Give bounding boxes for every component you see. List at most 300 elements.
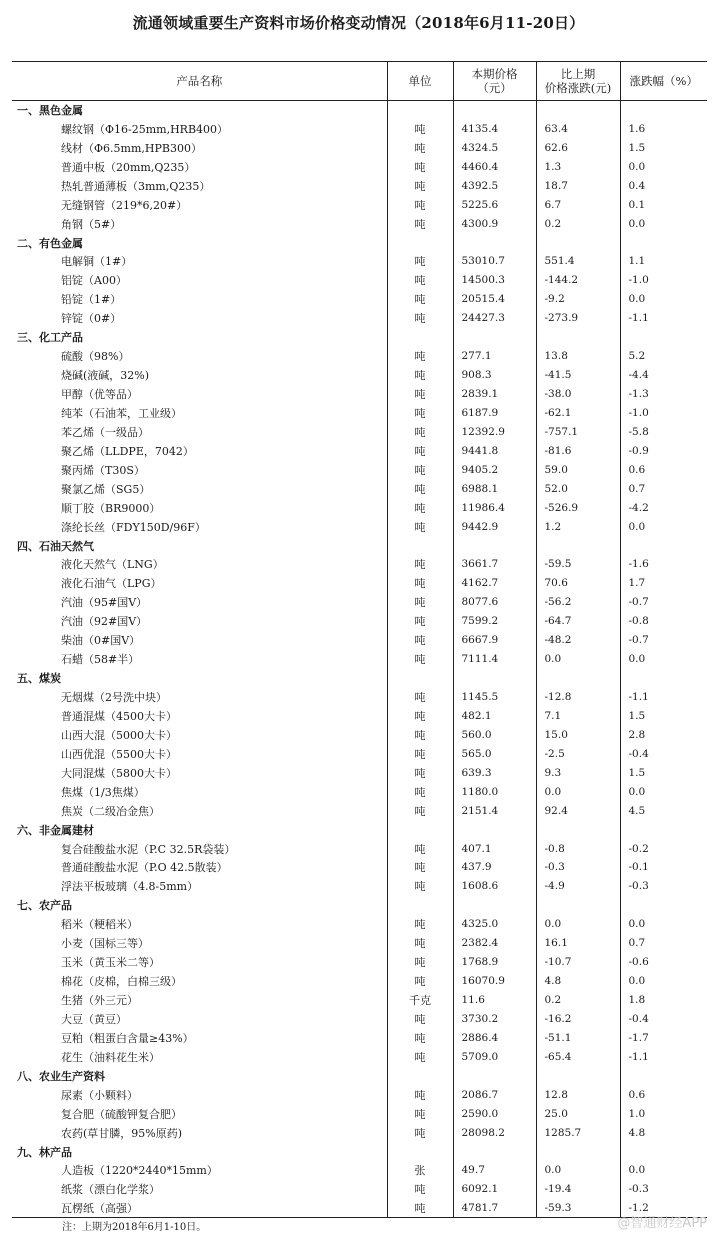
price-cell: 639.3 [453,763,536,782]
header-current-price [453,62,536,101]
product-name-cell: 角钢（5#） [61,217,122,231]
table-row [12,801,707,820]
change-cell: -4.9 [536,877,620,896]
category-cell-empty [387,1066,453,1085]
unit-cell: 吨 [387,593,453,612]
price-cell: 437.9 [453,858,536,877]
table-row [12,157,707,176]
change-cell: 25.0 [536,1104,620,1123]
category-cell-empty [453,669,536,688]
product-name-cell: 无烟煤（2号洗中块） [61,691,167,705]
change-cell: 1.2 [536,517,620,536]
unit-cell: 吨 [387,612,453,631]
price-cell: 4324.5 [453,138,536,157]
table-row [12,991,707,1010]
change-cell: -0.8 [536,839,620,858]
unit-cell: 吨 [387,839,453,858]
price-cell: 2382.4 [453,934,536,953]
product-name-cell: 复合硅酸盐水泥（P.C 32.5R袋装） [61,842,236,856]
unit-cell: 吨 [387,460,453,479]
product-name-cell: 小麦（国标三等） [61,937,149,951]
price-cell: 3661.7 [453,555,536,574]
price-cell: 12392.9 [453,422,536,441]
unit-cell: 吨 [387,744,453,763]
header-price-change-line2: 价格涨跌(元) [544,81,612,95]
change-cell: 0.2 [536,991,620,1010]
unit-cell: 吨 [387,441,453,460]
percent-cell: 2.8 [620,725,707,744]
product-name-cell: 焦煤（1/3焦煤） [61,785,145,799]
change-cell: -48.2 [536,631,620,650]
price-cell: 4135.4 [453,119,536,138]
product-name-cell: 焦炭（二级冶金焦） [61,804,160,818]
change-cell: 12.8 [536,1085,620,1104]
category-row [12,669,707,688]
product-name-cell: 甲醇（优等品） [61,388,138,402]
table-row [12,688,707,707]
table-row [12,972,707,991]
unit-cell: 吨 [387,214,453,233]
table-row [12,707,707,726]
table-row [12,858,707,877]
percent-cell: 4.5 [620,801,707,820]
percent-cell: -0.6 [620,953,707,972]
change-cell: 4.8 [536,972,620,991]
product-name-cell: 纸浆（漂白化学浆） [61,1183,160,1197]
table-row [12,138,707,157]
price-cell: 9405.2 [453,460,536,479]
unit-cell: 吨 [387,252,453,271]
product-name-cell: 聚乙烯（LLDPE，7042） [61,444,194,458]
product-name-cell: 普通中板（20mm,Q235） [61,160,196,174]
table-row [12,366,707,385]
category-cell-empty [453,101,536,120]
unit-cell: 吨 [387,934,453,953]
change-cell: -2.5 [536,744,620,763]
category-cell-empty [620,896,707,915]
percent-cell: -1.0 [620,404,707,423]
product-name-cell: 豆粕（粗蛋白含量≥43%） [61,1031,194,1045]
unit-cell: 吨 [387,157,453,176]
table-row [12,555,707,574]
category-cell-empty [453,820,536,839]
product-name-cell: 苯乙烯（一级品） [61,425,149,439]
price-cell: 3730.2 [453,1010,536,1029]
percent-cell: 0.0 [620,915,707,934]
table-body [12,101,707,1218]
unit-cell: 吨 [387,498,453,517]
percent-cell: 0.0 [620,650,707,669]
change-cell: -51.1 [536,1028,620,1047]
price-cell: 14500.3 [453,271,536,290]
percent-cell: 0.0 [620,782,707,801]
product-name-cell: 聚氯乙烯（SG5） [61,482,151,496]
product-name-cell: 大豆（黄豆） [61,1012,127,1026]
unit-cell: 吨 [387,271,453,290]
table-row [12,1010,707,1029]
product-name-cell: 线材（Φ6.5mm,HPB300） [61,141,202,155]
category-cell-empty [620,669,707,688]
change-cell: -65.4 [536,1047,620,1066]
category-cell-empty [387,820,453,839]
unit-cell: 吨 [387,119,453,138]
product-name-cell: 液化天然气（LNG） [61,558,164,572]
price-cell: 6667.9 [453,631,536,650]
category-cell-empty [453,233,536,252]
table-row [12,574,707,593]
table-row [12,1047,707,1066]
change-cell: 0.0 [536,915,620,934]
percent-cell: 0.7 [620,479,707,498]
table-row [12,119,707,138]
table-row [12,271,707,290]
change-cell: 551.4 [536,252,620,271]
percent-cell: -0.8 [620,612,707,631]
table-row [12,309,707,328]
table-row [12,252,707,271]
change-cell: 15.0 [536,725,620,744]
category-cell-empty [453,896,536,915]
product-name-cell: 烧碱(液碱，32%) [61,369,150,383]
category-cell-empty [387,101,453,120]
unit-cell: 吨 [387,1199,453,1218]
percent-cell: 0.4 [620,176,707,195]
percent-cell: 0.6 [620,460,707,479]
price-cell: 407.1 [453,839,536,858]
percent-cell: -4.4 [620,366,707,385]
table-row [12,1085,707,1104]
category-cell-empty [536,669,620,688]
percent-cell: 0.6 [620,1085,707,1104]
product-name-cell: 浮法平板玻璃（4.8-5mm） [61,880,199,894]
table-row [12,763,707,782]
percent-cell: 1.5 [620,138,707,157]
percent-cell: 5.2 [620,347,707,366]
category-cell-empty [453,1142,536,1161]
percent-cell: -1.0 [620,271,707,290]
product-name-cell: 聚丙烯（T30S） [61,463,145,477]
percent-cell: 1.0 [620,1104,707,1123]
price-cell: 2886.4 [453,1028,536,1047]
change-cell: 0.0 [536,1161,620,1180]
change-cell: -0.3 [536,858,620,877]
table-row [12,404,707,423]
header-current-price-line1: 本期价格 [471,67,518,81]
percent-cell: -0.3 [620,1180,707,1199]
change-cell: 1285.7 [536,1123,620,1142]
header-price-change-line1: 比上期 [560,67,596,81]
table-row [12,1028,707,1047]
price-cell: 1145.5 [453,688,536,707]
price-cell: 565.0 [453,744,536,763]
product-name-cell: 液化石油气（LPG） [61,577,162,591]
category-cell-empty [387,328,453,347]
table-row [12,744,707,763]
category-cell-empty [453,1066,536,1085]
change-cell: 52.0 [536,479,620,498]
unit-cell: 吨 [387,1047,453,1066]
product-name-cell: 山西优混（5500大卡） [61,747,177,761]
percent-cell: 1.8 [620,991,707,1010]
category-row [12,820,707,839]
watermark: @智通财经APP [617,1216,707,1231]
percent-cell: 0.0 [620,214,707,233]
price-cell: 24427.3 [453,309,536,328]
percent-cell: -0.9 [620,441,707,460]
unit-cell: 吨 [387,688,453,707]
change-cell: -12.8 [536,688,620,707]
category-cell-empty [536,1142,620,1161]
product-name-cell: 普通硅酸盐水泥（P.O 42.5散装） [61,861,228,875]
category-label: 八、农业生产资料 [17,1069,105,1083]
unit-cell: 吨 [387,650,453,669]
product-name-cell: 瓦楞纸（高强） [12,1199,387,1218]
category-label: 二、有色金属 [17,236,83,250]
table-row [12,953,707,972]
unit-cell: 吨 [387,366,453,385]
table-row [12,290,707,309]
category-cell-empty [536,536,620,555]
unit-cell: 吨 [387,1085,453,1104]
change-cell: 13.8 [536,347,620,366]
price-cell: 4325.0 [453,915,536,934]
product-name-cell: 农药(草甘膦，95%原药) [61,1126,183,1140]
change-cell: -64.7 [536,612,620,631]
table-row [12,839,707,858]
percent-cell: 1.1 [620,252,707,271]
change-cell: 0.0 [536,650,620,669]
unit-cell: 吨 [387,631,453,650]
unit-cell: 吨 [387,1010,453,1029]
percent-cell: -1.1 [620,309,707,328]
price-cell: 9442.9 [453,517,536,536]
percent-cell: 1.6 [620,119,707,138]
percent-cell: -0.7 [620,593,707,612]
change-cell: 70.6 [536,574,620,593]
unit-cell: 吨 [387,290,453,309]
percent-cell: 0.0 [620,290,707,309]
category-row [12,1142,707,1161]
product-name-cell: 石蜡（58#半） [61,653,140,667]
price-cell: 5709.0 [453,1047,536,1066]
table-row [12,214,707,233]
price-cell: 6988.1 [453,479,536,498]
price-cell: 8077.6 [453,593,536,612]
price-cell: 277.1 [453,347,536,366]
product-name-cell: 尿素（小颗料） [61,1088,138,1102]
category-label: 六、非金属建材 [17,823,94,837]
category-cell-empty [620,328,707,347]
unit-cell: 吨 [387,555,453,574]
product-name-cell: 铅锭（1#） [61,293,122,307]
category-cell-empty [453,536,536,555]
change-cell: -273.9 [536,309,620,328]
price-cell: 1180.0 [453,782,536,801]
change-cell: -144.2 [536,271,620,290]
change-cell: -59.3 [536,1199,620,1218]
product-name-cell: 棉花（皮棉，白棉三级） [61,975,182,989]
price-cell: 2151.4 [453,801,536,820]
product-name-cell: 复合肥（硫酸钾复合肥） [61,1107,182,1121]
unit-cell: 吨 [387,801,453,820]
unit-cell: 吨 [387,138,453,157]
percent-cell: 0.0 [620,157,707,176]
category-label: 一、黑色金属 [17,104,83,118]
unit-cell: 吨 [387,858,453,877]
unit-cell: 吨 [387,763,453,782]
table-row [12,593,707,612]
percent-cell: 1.5 [620,763,707,782]
product-name-cell: 大同混煤（5800大卡） [61,766,177,780]
table-row [12,934,707,953]
unit-cell: 吨 [387,1123,453,1142]
product-name-cell: 汽油（95#国V） [61,596,148,610]
unit-cell: 吨 [387,782,453,801]
percent-cell: -1.1 [620,1047,707,1066]
change-cell: 9.3 [536,763,620,782]
category-cell-empty [620,101,707,120]
change-cell: 0.2 [536,214,620,233]
product-name-cell: 硫酸（98%） [61,350,130,364]
price-cell: 7599.2 [453,612,536,631]
percent-cell: -0.4 [620,744,707,763]
unit-cell: 吨 [387,347,453,366]
unit-cell: 吨 [387,479,453,498]
table-title: 流通领域重要生产资料市场价格变动情况（2018年6月11-20日） [132,14,585,32]
change-cell: -56.2 [536,593,620,612]
price-table [12,61,707,1218]
percent-cell: 1.7 [620,574,707,593]
table-row [12,1199,707,1218]
price-cell: 7111.4 [453,650,536,669]
product-name-cell: 锌锭（0#） [61,312,122,326]
category-cell-empty [387,1142,453,1161]
price-cell: 2590.0 [453,1104,536,1123]
change-cell: -38.0 [536,385,620,404]
product-name-cell: 汽油（92#国V） [61,615,148,629]
unit-cell: 吨 [387,385,453,404]
product-name-cell: 热轧普通薄板（3mm,Q235） [61,179,211,193]
price-cell: 908.3 [453,366,536,385]
price-cell: 6187.9 [453,404,536,423]
price-cell: 11986.4 [453,498,536,517]
unit-cell: 吨 [387,574,453,593]
price-cell: 4460.4 [453,157,536,176]
unit-cell: 吨 [387,972,453,991]
change-cell: 59.0 [536,460,620,479]
header-price-change [536,62,620,101]
category-cell-empty [387,233,453,252]
percent-cell: -1.3 [620,385,707,404]
unit-cell: 吨 [387,707,453,726]
price-cell: 560.0 [453,725,536,744]
change-cell: -81.6 [536,441,620,460]
category-cell-empty [536,101,620,120]
product-name-cell: 花生（油料花生米） [61,1050,160,1064]
header-current-price-line2: （元） [477,81,512,95]
price-cell: 482.1 [453,707,536,726]
product-name-cell: 无缝钢管（219*6,20#） [61,198,188,212]
product-name-cell: 玉米（黄玉米二等） [61,956,160,970]
table-row [12,460,707,479]
change-cell: -19.4 [536,1180,620,1199]
percent-cell: -1.2 [620,1199,707,1218]
table-row [12,877,707,896]
unit-cell: 吨 [387,953,453,972]
table-row [12,441,707,460]
change-cell: 1.3 [536,157,620,176]
unit-cell: 吨 [387,309,453,328]
percent-cell: -5.8 [620,422,707,441]
product-name-cell: 稻米（粳稻米） [61,918,138,932]
category-cell-empty [536,328,620,347]
category-label: 七、农产品 [17,899,72,913]
product-name-cell: 电解铜（1#） [61,255,133,269]
change-cell: -16.2 [536,1010,620,1029]
change-cell: -10.7 [536,953,620,972]
header-change-percent: 涨跌幅（%） [620,62,707,101]
price-cell: 4781.7 [453,1199,536,1218]
unit-cell: 吨 [387,422,453,441]
percent-cell: 0.1 [620,195,707,214]
product-name-cell: 涤纶长丝（FDY150D/96F） [61,520,206,534]
category-label: 四、石油天然气 [17,539,94,553]
category-cell-empty [620,536,707,555]
category-cell-empty [620,1066,707,1085]
table-row [12,347,707,366]
percent-cell: -1.1 [620,688,707,707]
percent-cell: -1.7 [620,1028,707,1047]
product-name-cell: 柴油（0#国V） [61,634,141,648]
category-cell-empty [620,233,707,252]
change-cell: 62.6 [536,138,620,157]
category-row [12,896,707,915]
category-label: 三、化工产品 [17,331,83,345]
change-cell: 7.1 [536,707,620,726]
change-cell: -757.1 [536,422,620,441]
table-row [12,1180,707,1199]
category-cell-empty [620,820,707,839]
product-name-cell: 顺丁胶（BR9000） [61,501,161,515]
unit-cell: 吨 [387,1104,453,1123]
percent-cell: -0.3 [620,877,707,896]
category-row [12,328,707,347]
change-cell: -526.9 [536,498,620,517]
percent-cell: 0.0 [620,517,707,536]
price-cell: 2086.7 [453,1085,536,1104]
percent-cell: 1.5 [620,707,707,726]
table-header-row [12,62,707,101]
unit-cell: 吨 [387,404,453,423]
header-product-name: 产品名称 [12,62,387,101]
change-cell: -41.5 [536,366,620,385]
category-cell-empty [536,233,620,252]
unit-cell: 吨 [387,1028,453,1047]
change-cell: 18.7 [536,176,620,195]
product-name-cell: 普通混煤（4500大卡） [61,709,177,723]
percent-cell: -1.6 [620,555,707,574]
category-label: 九、林产品 [17,1145,72,1159]
percent-cell: -0.4 [620,1010,707,1029]
product-name-cell: 山西大混（5000大卡） [61,728,177,742]
category-cell-empty [387,536,453,555]
price-cell: 11.6 [453,991,536,1010]
table-row [12,385,707,404]
price-cell: 4300.9 [453,214,536,233]
table-row [12,517,707,536]
table-row [12,612,707,631]
table-row [12,725,707,744]
